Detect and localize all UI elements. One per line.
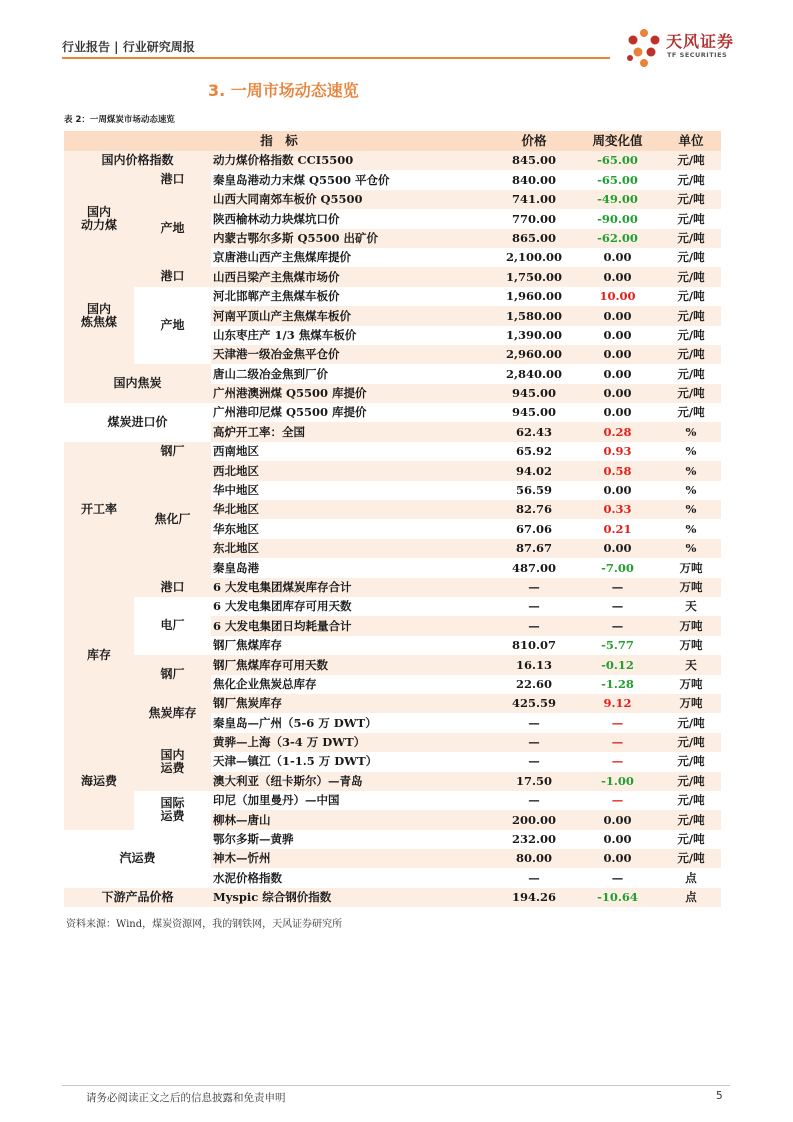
- unit-cell: 元/吨: [661, 345, 721, 364]
- group-label: 国内焦炭: [64, 364, 211, 403]
- price-cell: 770.00: [512, 211, 557, 226]
- weekly-change-cell: 0.00: [574, 810, 661, 829]
- price-cell: 840.00: [512, 172, 557, 187]
- price-cell: 1,750.00: [494, 267, 574, 286]
- table-body: [64, 151, 721, 907]
- unit-cell: 元/吨: [677, 832, 705, 847]
- coal-market-table-container: [64, 131, 721, 907]
- price-cell: 425.59: [494, 694, 574, 713]
- data-source-note: 资料来源：Wind，煤炭资源网，我的钢铁网，天风证券研究所: [66, 919, 343, 930]
- price-cell: 67.06: [516, 521, 553, 536]
- indicator-cell: 印尼（加里曼丹）—中国: [213, 793, 340, 808]
- indicator-cell: 钢厂焦煤库存: [213, 638, 282, 653]
- group-label: 煤炭进口价: [64, 403, 211, 442]
- indicator-cell: 广州港印尼煤 Q5500 库提价: [213, 405, 367, 420]
- table-row: [64, 694, 721, 713]
- weekly-change-cell: —: [611, 754, 624, 769]
- group-label: 库存: [64, 578, 134, 733]
- indicator-cell: 秦皇岛—广州（5-6 万 DWT）: [213, 715, 377, 730]
- table-row: [64, 287, 721, 306]
- weekly-change-cell: —: [611, 870, 624, 885]
- table-caption: 表 2：一周煤炭市场动态速览: [64, 115, 175, 125]
- indicator-cell: 内蒙古鄂尔多斯 Q5500 出矿价: [211, 229, 494, 248]
- indicator-cell: 唐山二级冶金焦到厂价: [213, 366, 328, 381]
- price-cell: 2,100.00: [506, 250, 563, 265]
- indicator-cell: 天津港一级冶金焦平仓价: [211, 345, 494, 364]
- page-header: [62, 32, 735, 64]
- weekly-change-cell: 0.00: [574, 306, 661, 325]
- price-cell: 945.00: [512, 405, 557, 420]
- indicator-cell: 6 大发电集团煤炭库存合计: [211, 578, 494, 597]
- unit-cell: 万吨: [661, 578, 721, 597]
- page-number: 5: [716, 1090, 723, 1102]
- weekly-change-cell: -90.00: [597, 211, 638, 226]
- indicator-cell: 陕西榆林动力块煤坑口价: [213, 211, 340, 226]
- unit-cell: 元/吨: [677, 793, 705, 808]
- company-logo: [624, 26, 744, 70]
- table-row: [64, 578, 721, 597]
- weekly-change-cell: —: [611, 599, 624, 614]
- footer-divider: [62, 1085, 730, 1086]
- indicator-cell: 高炉开工率：全国: [211, 422, 494, 441]
- indicator-cell: 神木—忻州: [211, 849, 494, 868]
- price-cell: 1,960.00: [506, 289, 563, 304]
- price-cell: —: [528, 754, 540, 769]
- indicator-cell: 华东地区: [213, 521, 259, 536]
- indicator-cell: 澳大利亚（纽卡斯尔）—青岛: [211, 772, 494, 791]
- unit-cell: 元/吨: [661, 733, 721, 752]
- weekly-change-cell: 9.12: [574, 694, 661, 713]
- indicator-cell: 华中地区: [213, 483, 259, 498]
- price-cell: —: [494, 616, 574, 635]
- weekly-change-cell: 0.00: [574, 345, 661, 364]
- unit-cell: 元/吨: [677, 754, 705, 769]
- header-weekly-change: 周变化值: [574, 131, 661, 151]
- weekly-change-cell: —: [611, 715, 624, 730]
- subgroup-label: 产地: [134, 287, 211, 365]
- price-cell: 945.00: [494, 384, 574, 403]
- table-row: [64, 190, 721, 209]
- indicator-cell: 河南平顶山产主焦煤车板价: [211, 306, 494, 325]
- weekly-change-cell: -10.64: [574, 888, 661, 907]
- indicator-cell: 山东枣庄产 1/3 焦煤车板价: [213, 327, 357, 342]
- weekly-change-cell: 0.00: [603, 366, 632, 381]
- unit-cell: 元/吨: [661, 151, 721, 170]
- indicator-cell: 东北地区: [211, 539, 494, 558]
- price-cell: 62.43: [494, 422, 574, 441]
- header-indicator: 指 标: [64, 131, 494, 151]
- header-divider: [62, 57, 610, 59]
- table-row: [64, 442, 721, 461]
- price-cell: 232.00: [512, 832, 557, 847]
- table-header-row: [64, 131, 721, 151]
- indicator-cell: 6 大发电集团库存可用天数: [213, 599, 352, 614]
- group-label: 开工率: [64, 442, 134, 578]
- unit-cell: 元/吨: [661, 306, 721, 325]
- logo-mark-icon: [624, 26, 664, 70]
- unit-cell: 元/吨: [677, 366, 705, 381]
- weekly-change-cell: 0.00: [603, 483, 632, 498]
- price-cell: 65.92: [516, 444, 553, 459]
- price-cell: —: [528, 599, 540, 614]
- indicator-cell: 秦皇岛港: [213, 560, 259, 575]
- weekly-change-cell: 0.00: [574, 539, 661, 558]
- price-cell: —: [494, 578, 574, 597]
- price-cell: —: [528, 870, 540, 885]
- indicator-cell: 山西大同南郊车板价 Q5500: [211, 190, 494, 209]
- unit-cell: 元/吨: [677, 172, 705, 187]
- group-label: 国内 动力煤: [64, 170, 134, 267]
- header-unit: 单位: [661, 131, 721, 151]
- unit-cell: 元/吨: [661, 229, 721, 248]
- price-cell: —: [528, 793, 540, 808]
- price-cell: 194.26: [494, 888, 574, 907]
- unit-cell: 万吨: [661, 694, 721, 713]
- subgroup-label: 钢厂: [134, 442, 211, 461]
- group-label: 下游产品价格: [64, 888, 211, 907]
- footer-disclaimer: 请务必阅读正文之后的信息披露和免责申明: [86, 1092, 286, 1104]
- group-label: 汽运费: [64, 830, 211, 888]
- table-row: [64, 888, 721, 907]
- unit-cell: 天: [685, 599, 697, 614]
- indicator-cell: 河北邯郸产主焦煤车板价: [213, 289, 340, 304]
- table-row: [64, 151, 721, 170]
- weekly-change-cell: 0.93: [603, 444, 632, 459]
- subgroup-label: 焦化厂: [134, 461, 211, 577]
- price-cell: 865.00: [494, 229, 574, 248]
- weekly-change-cell: -1.00: [574, 772, 661, 791]
- unit-cell: 元/吨: [661, 384, 721, 403]
- price-cell: 487.00: [512, 560, 557, 575]
- indicator-cell: 西北地区: [211, 461, 494, 480]
- unit-cell: %: [661, 422, 721, 441]
- subgroup-label: 钢厂: [134, 655, 211, 694]
- unit-cell: 元/吨: [677, 715, 705, 730]
- price-cell: 200.00: [494, 810, 574, 829]
- price-cell: —: [528, 715, 540, 730]
- weekly-change-cell: -65.00: [597, 172, 638, 187]
- unit-cell: %: [685, 444, 697, 459]
- indicator-cell: 华北地区: [211, 500, 494, 519]
- weekly-change-cell: 10.00: [599, 289, 636, 304]
- table-row: [64, 791, 721, 810]
- price-cell: —: [494, 733, 574, 752]
- weekly-change-cell: -49.00: [574, 190, 661, 209]
- subgroup-label: 国际 运费: [134, 791, 211, 830]
- weekly-change-cell: —: [574, 616, 661, 635]
- weekly-change-cell: 0.00: [603, 327, 632, 342]
- weekly-change-cell: 0.00: [603, 405, 632, 420]
- subgroup-label: 焦炭库存: [134, 694, 211, 733]
- section-title: 3. 一周市场动态速览: [208, 81, 359, 100]
- table-row: [64, 364, 721, 383]
- unit-cell: 元/吨: [677, 405, 705, 420]
- indicator-cell: 6 大发电集团日均耗量合计: [211, 616, 494, 635]
- weekly-change-cell: -65.00: [574, 151, 661, 170]
- unit-cell: 元/吨: [677, 327, 705, 342]
- price-cell: 741.00: [494, 190, 574, 209]
- unit-cell: %: [685, 521, 697, 536]
- weekly-change-cell: 0.00: [603, 250, 632, 265]
- table-row: [64, 267, 721, 286]
- price-cell: 1,580.00: [494, 306, 574, 325]
- indicator-cell: 动力煤价格指数 CCI5500: [211, 151, 494, 170]
- price-cell: 845.00: [494, 151, 574, 170]
- weekly-change-cell: 0.58: [574, 461, 661, 480]
- weekly-change-cell: 0.00: [574, 267, 661, 286]
- price-cell: 94.02: [494, 461, 574, 480]
- group-label: 海运费: [64, 733, 134, 830]
- price-cell: 17.50: [494, 772, 574, 791]
- unit-cell: 天: [661, 655, 721, 674]
- weekly-change-cell: -1.28: [601, 676, 634, 691]
- weekly-change-cell: 0.33: [574, 500, 661, 519]
- weekly-change-cell: 0.00: [603, 832, 632, 847]
- weekly-change-cell: -0.12: [574, 655, 661, 674]
- unit-cell: 点: [661, 888, 721, 907]
- subgroup-label: 港口: [134, 578, 211, 597]
- logo-english-name: TF SECURITIES: [667, 51, 728, 59]
- indicator-cell: 西南地区: [213, 444, 259, 459]
- indicator-cell: Myspic 综合钢价指数: [211, 888, 494, 907]
- unit-cell: 元/吨: [661, 772, 721, 791]
- unit-cell: 万吨: [679, 560, 703, 575]
- price-cell: 82.76: [494, 500, 574, 519]
- table-row: [64, 733, 721, 752]
- indicator-cell: 钢厂焦炭库存: [211, 694, 494, 713]
- unit-cell: 元/吨: [677, 289, 705, 304]
- weekly-change-cell: -5.77: [601, 638, 634, 653]
- table-row: [64, 830, 721, 849]
- indicator-cell: 钢厂焦煤库存可用天数: [211, 655, 494, 674]
- subgroup-label: 港口: [134, 267, 211, 286]
- unit-cell: %: [661, 500, 721, 519]
- subgroup-label: 港口: [134, 170, 211, 189]
- unit-cell: 元/吨: [661, 849, 721, 868]
- logo-chinese-name: 天风证券: [666, 32, 735, 51]
- unit-cell: 元/吨: [677, 250, 705, 265]
- indicator-cell: 柳林—唐山: [211, 810, 494, 829]
- weekly-change-cell: —: [611, 793, 624, 808]
- subgroup-label: 电厂: [134, 597, 211, 655]
- indicator-cell: 秦皇岛港动力末煤 Q5500 平仓价: [213, 172, 390, 187]
- unit-cell: 元/吨: [661, 810, 721, 829]
- subgroup-label: 国内 运费: [134, 733, 211, 791]
- table-row: [64, 597, 721, 616]
- table-row: [64, 461, 721, 480]
- indicator-cell: 黄骅—上海（3-4 万 DWT）: [211, 733, 494, 752]
- price-cell: 80.00: [494, 849, 574, 868]
- table-row: [64, 170, 721, 189]
- weekly-change-cell: -7.00: [601, 560, 634, 575]
- price-cell: 22.60: [516, 676, 553, 691]
- indicator-cell: 京唐港山西产主焦煤库提价: [213, 250, 351, 265]
- group-label: 国内价格指数: [64, 151, 211, 170]
- unit-cell: 万吨: [679, 638, 703, 653]
- weekly-change-cell: 0.00: [574, 384, 661, 403]
- unit-cell: 元/吨: [661, 190, 721, 209]
- price-cell: 1,390.00: [506, 327, 563, 342]
- price-cell: 87.67: [494, 539, 574, 558]
- table-row: [64, 655, 721, 674]
- group-label: 国内 炼焦煤: [64, 267, 134, 364]
- weekly-change-cell: —: [574, 578, 661, 597]
- price-cell: 2,960.00: [494, 345, 574, 364]
- indicator-cell: 山西吕梁产主焦煤市场价: [211, 267, 494, 286]
- unit-cell: %: [685, 483, 697, 498]
- indicator-cell: 天津—镇江（1-1.5 万 DWT）: [213, 754, 378, 769]
- indicator-cell: 鄂尔多斯—黄骅: [213, 832, 294, 847]
- unit-cell: 万吨: [661, 616, 721, 635]
- unit-cell: 元/吨: [661, 267, 721, 286]
- weekly-change-cell: 0.00: [574, 849, 661, 868]
- price-cell: 2,840.00: [506, 366, 563, 381]
- indicator-cell: 焦化企业焦炭总库存: [213, 676, 317, 691]
- table-row: [64, 403, 721, 422]
- indicator-cell: 广州港澳洲煤 Q5500 库提价: [211, 384, 494, 403]
- weekly-change-cell: —: [574, 733, 661, 752]
- unit-cell: %: [661, 539, 721, 558]
- weekly-change-cell: 0.28: [574, 422, 661, 441]
- report-type-title: 行业报告 | 行业研究周报: [62, 40, 195, 54]
- header-price: 价格: [494, 131, 574, 151]
- weekly-change-cell: -62.00: [574, 229, 661, 248]
- unit-cell: 元/吨: [677, 211, 705, 226]
- subgroup-label: 产地: [134, 190, 211, 268]
- price-cell: 810.07: [512, 638, 557, 653]
- indicator-cell: 水泥价格指数: [213, 870, 282, 885]
- unit-cell: 万吨: [679, 676, 703, 691]
- unit-cell: 点: [685, 870, 697, 885]
- price-cell: 16.13: [494, 655, 574, 674]
- unit-cell: %: [661, 461, 721, 480]
- coal-market-table: [64, 131, 721, 907]
- price-cell: 56.59: [516, 483, 553, 498]
- weekly-change-cell: 0.21: [603, 521, 632, 536]
